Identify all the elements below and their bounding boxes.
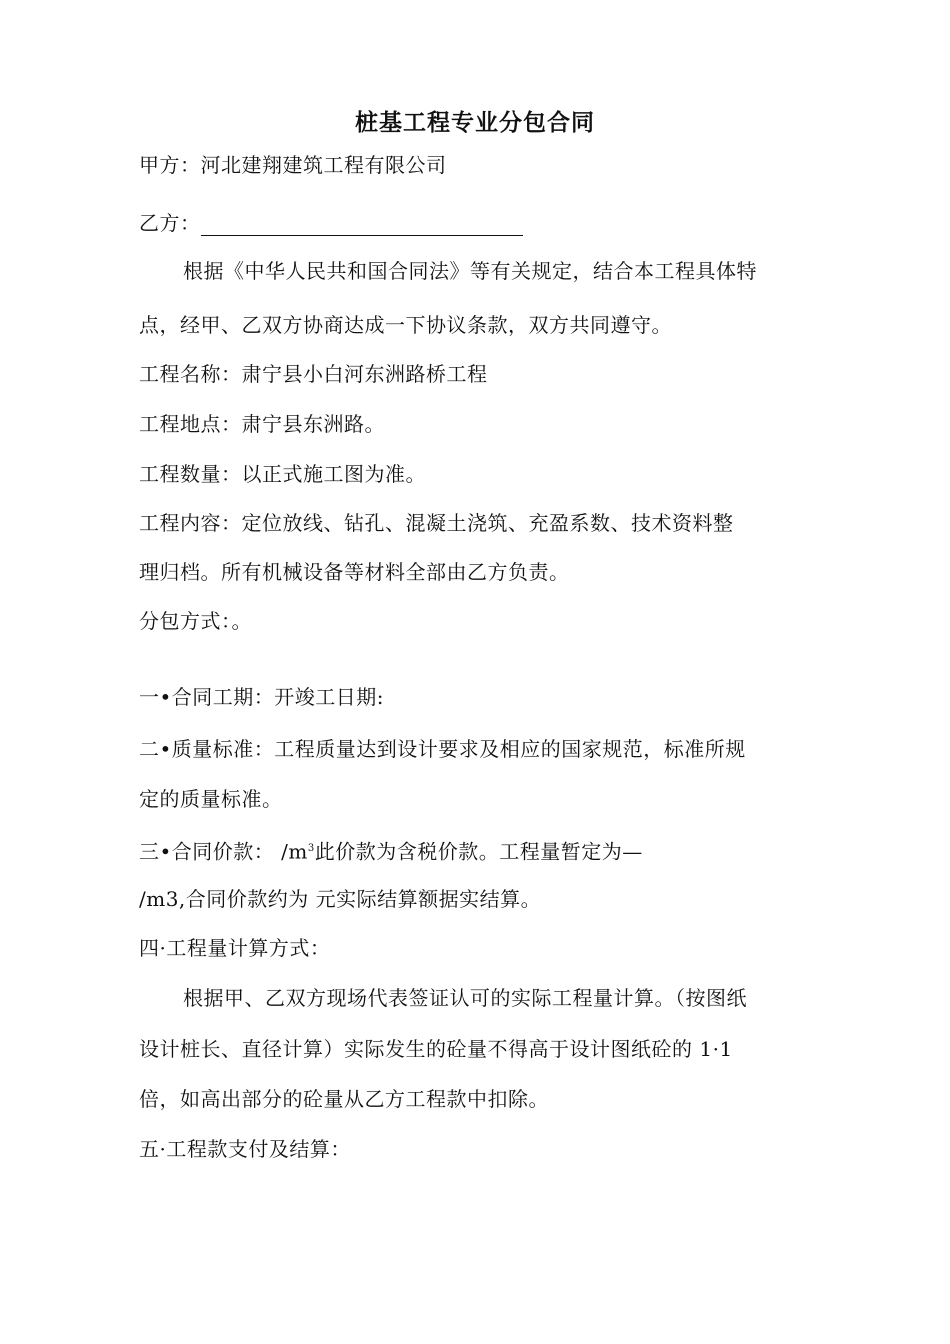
clause-3-line-1 [139,836,643,865]
clause-3-superscript: 3 [307,843,315,854]
project-location: 工程地点：肃宁县东洲路。 [139,412,385,436]
clause-3-prefix: 三•合同价款： /m [139,839,308,864]
party-b-blank-line [201,213,523,236]
party-a: 甲方：河北建翔建筑工程有限公司 [139,153,447,177]
clause-1-duration: 一•合同工期：开竣工日期: [139,685,385,709]
project-content-line-1: 工程内容：定位放线、钻孔、混凝土浇筑、充盈系数、技术资料整 [139,511,734,535]
project-quantity: 工程数量：以正式施工图为准。 [139,462,426,486]
party-b [139,210,523,236]
clause-5-heading: 五·工程款支付及结算： [139,1137,351,1161]
project-name: 工程名称：肃宁县小白河东洲路桥工程 [139,362,488,386]
subcontract-mode: 分包方式：。 [139,609,252,633]
intro-line-1: 根据《中华人民共和国合同法》等有关规定，结合本工程具体特 [183,259,757,283]
project-content-line-2: 理归档。所有机械设备等材料全部由乙方负责。 [139,560,570,584]
document-title: 桩基工程专业分包合同 [355,110,595,136]
clause-4-line-1: 根据甲、乙双方现场代表签证认可的实际工程量计算。（按图纸 [183,986,747,1010]
clause-4-line-2: 设计桩长、直径计算）实际发生的砼量不得高于设计图纸砼的 1·1 [139,1037,733,1061]
clause-4-heading: 四·工程量计算方式： [139,936,331,960]
intro-line-2: 点，经甲、乙双方协商达成一下协议条款，双方共同遵守。 [139,313,672,337]
clause-2-line-1: 二•质量标准：工程质量达到设计要求及相应的国家规范，标准所规 [139,737,746,761]
clause-3-suffix: 此价款为含税价款。工程量暂定为— [314,839,643,864]
clause-3-line-2: /m3,合同价款约为 元实际结算额据实结算。 [139,887,542,911]
clause-2-line-2: 定的质量标准。 [139,787,283,811]
party-b-label: 乙方： [139,211,201,235]
clause-4-line-3: 倍，如高出部分的砼量从乙方工程款中扣除。 [139,1087,549,1111]
